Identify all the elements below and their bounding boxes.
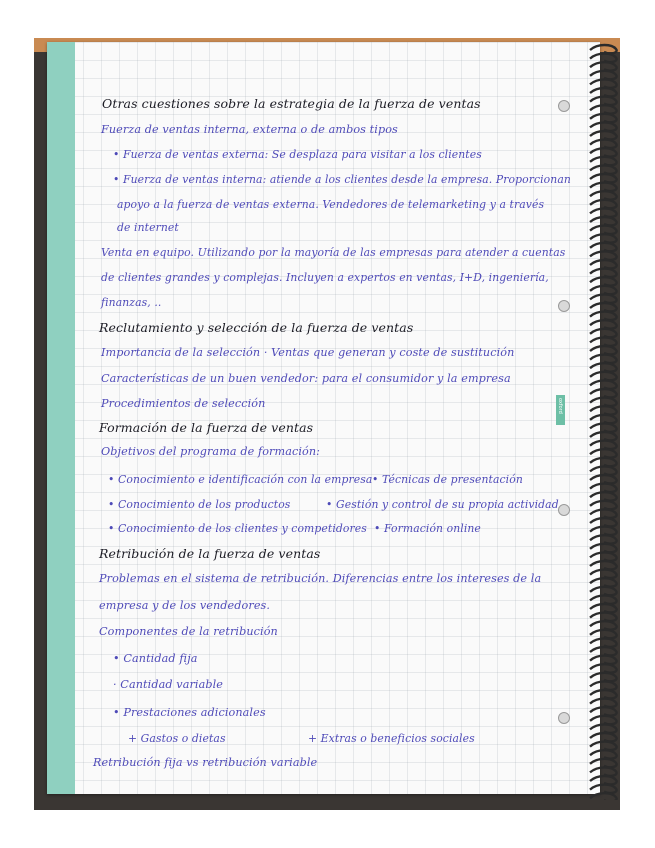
spiral-coil — [590, 621, 617, 629]
spiral-coil — [590, 604, 617, 612]
spiral-coil — [590, 742, 617, 750]
hole-icon — [558, 712, 570, 724]
note-line: • Conocimiento de los productos — [108, 498, 291, 511]
spiral-coil — [590, 114, 617, 122]
note-line: • Prestaciones adicionales — [113, 706, 266, 719]
spiral-coil — [590, 200, 617, 208]
note-line: Venta en equipo. Utilizando por la mayoría de las empresas para atender a cuentas — [101, 246, 566, 259]
spiral-coil — [590, 251, 617, 259]
note-line: • Técnicas de presentación — [372, 473, 523, 486]
spiral-coil — [590, 389, 617, 397]
spiral-coil — [590, 484, 617, 492]
spiral-coil — [590, 217, 617, 225]
spiral-coil — [590, 329, 617, 337]
note-line: · Cantidad variable — [113, 678, 224, 691]
spiral-coil — [590, 492, 617, 500]
spiral-coil — [590, 466, 617, 474]
hole-icon — [558, 504, 570, 516]
spiral-coil — [590, 501, 617, 509]
spiral-coil — [590, 191, 617, 199]
spiral-coil — [590, 140, 617, 148]
spiral-coil — [590, 208, 617, 216]
note-line: • Formación online — [374, 522, 481, 535]
spiral-coil — [590, 690, 617, 698]
spiral-coil — [590, 148, 617, 156]
note-line: Componentes de la retribución — [99, 625, 278, 638]
note-line: empresa y de los vendedores. — [99, 599, 271, 612]
spiral-coil — [590, 647, 617, 655]
note-line: • Conocimiento e identificación con la empresa — [108, 473, 373, 486]
spiral-coil — [590, 363, 617, 371]
spiral-coil — [590, 286, 617, 294]
spiral-coil — [590, 406, 617, 414]
spiral-coil — [590, 587, 617, 595]
spiral-coil — [590, 398, 617, 406]
spiral-coil — [590, 105, 617, 113]
note-line: • Fuerza de ventas interna: atiende a los clientes desde la empresa. Proporcionan — [113, 173, 571, 186]
spiral-coil — [590, 613, 617, 621]
spiral-coil — [590, 303, 617, 311]
spiral-coil — [590, 312, 617, 320]
spiral-coil — [590, 716, 617, 724]
spiral-coil — [590, 277, 617, 285]
spiral-coil — [590, 88, 617, 96]
spiral-coil — [590, 45, 617, 53]
spiral-coil — [590, 733, 617, 741]
spiral-coil — [590, 165, 617, 173]
heading-line: Formación de la fuerza de ventas — [99, 420, 314, 435]
note-line: Fuerza de ventas interna, externa o de ambos tipos — [101, 123, 398, 136]
spiral-binding-icon — [586, 40, 622, 800]
spiral-coil — [590, 656, 617, 664]
spiral-coil — [590, 785, 617, 793]
spiral-coil — [590, 157, 617, 165]
note-line: Objetivos del programa de formación: — [101, 445, 321, 458]
margin-band — [47, 42, 75, 794]
spiral-coil — [590, 561, 617, 569]
spiral-coil — [590, 527, 617, 535]
note-line: • Cantidad fija — [113, 652, 198, 665]
note-line: + Extras o beneficios sociales — [308, 732, 475, 745]
note-line: de clientes grandes y complejas. Incluyen a expertos en ventas, I+D, ingeniería, — [101, 271, 549, 284]
spiral-coil — [590, 260, 617, 268]
spiral-coil — [590, 294, 617, 302]
spiral-coil — [590, 750, 617, 758]
spiral-coil — [590, 595, 617, 603]
heading-line: Otras cuestiones sobre la estrategia de la fuerza de ventas — [102, 96, 481, 111]
spiral-coil — [590, 570, 617, 578]
note-line: Importancia de la selección · Ventas que generan y coste de sustitución — [101, 346, 515, 359]
spiral-coil — [590, 346, 617, 354]
spiral-coil — [590, 475, 617, 483]
spiral-coil — [590, 630, 617, 638]
heading-line: Reclutamiento y selección de la fuerza de ventas — [99, 320, 414, 335]
spiral-coil — [590, 724, 617, 732]
note-line: apoyo a la fuerza de ventas externa. Vendedores de telemarketing y a través — [117, 198, 545, 211]
spiral-coil — [590, 535, 617, 543]
spiral-coil — [590, 423, 617, 431]
spiral-coil — [590, 97, 617, 105]
spiral-coil — [590, 441, 617, 449]
heading-line: Retribución de la fuerza de ventas — [99, 546, 321, 561]
note-line: • Fuerza de ventas externa: Se desplaza para visitar a los clientes — [113, 148, 482, 161]
spiral-coil — [590, 699, 617, 707]
spiral-coil — [590, 673, 617, 681]
spiral-coil — [590, 226, 617, 234]
spiral-coil — [590, 638, 617, 646]
spiral-coil — [590, 664, 617, 672]
hole-icon — [558, 300, 570, 312]
spiral-coil — [590, 707, 617, 715]
spiral-coil — [590, 415, 617, 423]
spiral-coil — [590, 776, 617, 784]
spiral-coil — [590, 62, 617, 70]
spiral-coil — [590, 174, 617, 182]
spiral-coil — [590, 71, 617, 79]
spiral-coil — [590, 767, 617, 775]
spiral-coil — [590, 458, 617, 466]
brand-tab-label: oxford — [557, 398, 563, 414]
spiral-coil — [590, 518, 617, 526]
spiral-coil — [590, 131, 617, 139]
spiral-coil — [590, 759, 617, 767]
spiral-coil — [590, 183, 617, 191]
spiral-coil — [590, 449, 617, 457]
note-line: Procedimientos de selección — [101, 397, 266, 410]
spiral-coil — [590, 269, 617, 277]
hole-icon — [558, 100, 570, 112]
note-line: Problemas en el sistema de retribución. Diferencias entre los intereses de la — [99, 572, 542, 585]
spiral-coil — [590, 578, 617, 586]
note-line: • Gestión y control de su propia actividad — [326, 498, 559, 511]
spiral-coil — [590, 793, 617, 800]
brand-tab — [556, 395, 565, 425]
note-line: finanzas, .. — [101, 296, 162, 309]
spiral-coil — [590, 234, 617, 242]
spiral-coil — [590, 432, 617, 440]
spiral-coil — [590, 54, 617, 62]
spiral-coil — [590, 320, 617, 328]
spiral-coil — [590, 243, 617, 251]
spiral-coil — [590, 337, 617, 345]
spiral-coil — [590, 372, 617, 380]
spiral-coil — [590, 122, 617, 130]
spiral-coil — [590, 509, 617, 517]
note-line: + Gastos o dietas — [128, 732, 226, 745]
spiral-coil — [590, 355, 617, 363]
note-line: Características de un buen vendedor: para el consumidor y la empresa — [101, 372, 511, 385]
spiral-coil — [590, 681, 617, 689]
spiral-coil — [590, 79, 617, 87]
spiral-coil — [590, 544, 617, 552]
spiral-coil — [590, 380, 617, 388]
note-line: de internet — [117, 221, 179, 234]
note-line: • Conocimiento de los clientes y competidores — [108, 522, 367, 535]
note-line: Retribución fija vs retribución variable — [93, 756, 318, 769]
spiral-coil — [590, 552, 617, 560]
